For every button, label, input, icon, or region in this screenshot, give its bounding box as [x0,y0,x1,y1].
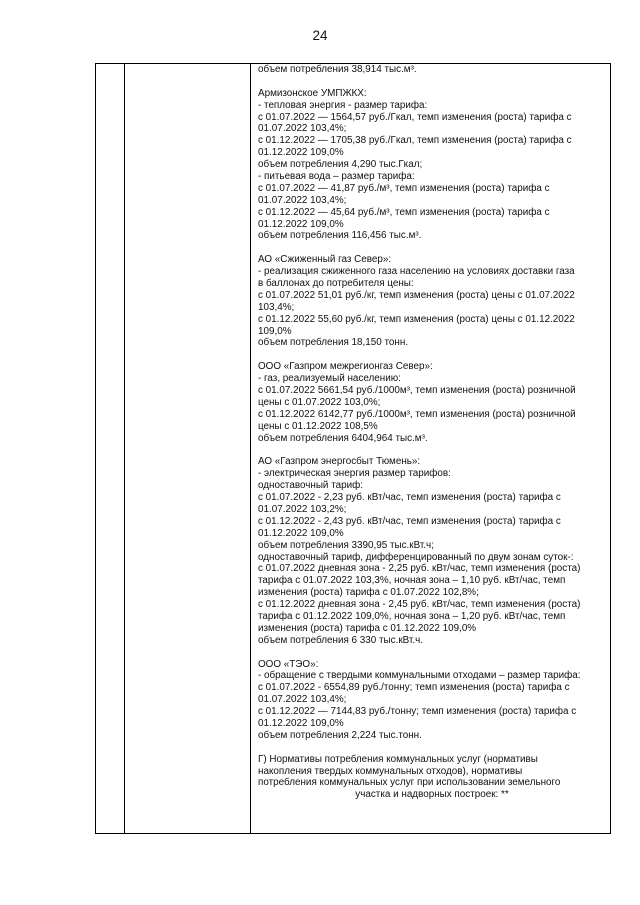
text-line: с 01.12.2022 дневная зона - 2,45 руб. кВт/час, темп изменения (роста) [258,599,581,611]
tariff-text-cell [258,64,606,801]
text-line: 01.07.2022 103,4%; [258,123,347,135]
text-line: 01.12.2022 109,0% [258,527,344,539]
text-line: с 01.12.2022 6142,77 руб./1000м³, темп изменения (роста) розничной [258,408,576,420]
text-line: 01.12.2022 109,0% [258,147,344,159]
norms-paragraph-line: накопления твердых коммунальных отходов), нормативы [258,765,523,777]
text-line: - тепловая энергия - размер тарифа: [258,99,428,111]
text-line: изменения (роста) тарифа с 01.07.2022 102,8%; [258,587,479,599]
text-line: объем потребления 6404,964 тыс.м³. [258,432,428,444]
text-line: 103,4%; [258,301,295,313]
text-line: с 01.07.2022 51,01 руб./кг, темп изменения (роста) цены с 01.07.2022 [258,289,575,301]
text-line: 01.07.2022 103,4%; [258,194,347,206]
text-line: - газ, реализуемый населению: [258,373,401,385]
norms-paragraph-line: Г) Нормативы потребления коммунальных услуг (нормативы [258,753,538,765]
text-line: цены с 01.07.2022 103,0%; [258,396,381,408]
text-line: 01.07.2022 103,2%; [258,503,347,515]
tariff-table [95,63,611,834]
text-line: объем потребления 6 330 тыс.кВт.ч. [258,634,423,646]
text-line: объем потребления 4,290 тыс.Гкал; [258,159,423,171]
text-line: тарифа с 01.07.2022 103,3%, ночная зона – 1,10 руб. кВт/час, темп [258,575,566,587]
text-line: объем потребления 38,914 тыс.м³. [258,64,417,75]
column-divider-2 [250,64,251,833]
text-line: 109,0% [258,325,292,337]
text-line: изменения (роста) тарифа с 01.12.2022 109,0% [258,622,477,634]
text-line: объем потребления 2,224 тыс.тонн. [258,729,422,741]
section-heading: АО «Сжиженный газ Север»: [258,254,392,266]
text-line: с 01.07.2022 — 41,87 руб./м³, темп изменения (роста) тарифа с [258,182,550,194]
section-heading: ООО «ТЭО»: [258,658,319,670]
text-line: объем потребления 3390,95 тыс.кВт.ч; [258,539,434,551]
section-heading: Армизонское УМПЖКХ: [258,87,367,99]
text-line: с 01.12.2022 55,60 руб./кг, темп изменения (роста) цены с 01.12.2022 [258,313,575,325]
text-line: в баллонах до потребителя цены: [258,278,414,290]
text-line: одноставочный тариф: [258,480,363,492]
section-heading: АО «Газпром энергосбыт Тюмень»: [258,456,421,468]
text-line: 01.07.2022 103,4%; [258,694,347,706]
text-line: цены с 01.12.2022 108,5% [258,420,378,432]
section-heading: ООО «Газпром межрегионгаз Север»: [258,361,433,373]
column-divider-1 [124,64,125,833]
text-line: одноставочный тариф, дифференцированный по двум зонам суток-: [258,551,574,563]
text-line: - реализация сжиженного газа населению на условиях доставки газа [258,266,575,278]
text-line: 01.12.2022 109,0% [258,717,344,729]
text-line: тарифа с 01.12.2022 109,0%, ночная зона – 1,20 руб. кВт/час, темп [258,610,566,622]
text-line: с 01.07.2022 - 6554,89 руб./тонну; темп изменения (роста) тарифа с [258,682,570,694]
text-line: объем потребления 116,456 тыс.м³. [258,230,422,242]
text-line: - обращение с твердыми коммунальными отходами – размер тарифа: [258,670,581,682]
text-line: с 01.12.2022 — 1705,38 руб./Гкал, темп изменения (роста) тарифа с [258,135,572,147]
text-line: с 01.07.2022 дневная зона - 2,25 руб. кВт/час, темп изменения (роста) [258,563,581,575]
text-line: - электрическая энергия размер тарифов: [258,468,451,480]
text-line: объем потребления 18,150 тонн. [258,337,409,349]
text-line: с 01.07.2022 5661,54 руб./1000м³, темп изменения (роста) розничной [258,385,576,397]
page-number: 24 [312,28,328,43]
text-line: с 01.07.2022 — 1564,57 руб./Гкал, темп изменения (роста) тарифа с [258,111,572,123]
text-line: с 01.12.2022 — 7144,83 руб./тонну; темп изменения (роста) тарифа с [258,706,577,718]
text-line: с 01.12.2022 - 2,43 руб. кВт/час, темп изменения (роста) тарифа с [258,515,561,527]
text-line: 01.12.2022 109,0% [258,218,344,230]
norms-paragraph-line: участка и надворных построек: ** [355,789,509,801]
text-line: - питьевая вода – размер тарифа: [258,171,415,183]
text-line: с 01.12.2022 — 45,64 руб./м³, темп изменения (роста) тарифа с [258,206,550,218]
norms-paragraph-line: потребления коммунальных услуг при использовании земельного [258,777,561,789]
text-line: с 01.07.2022 - 2,23 руб. кВт/час, темп изменения (роста) тарифа с [258,492,561,504]
